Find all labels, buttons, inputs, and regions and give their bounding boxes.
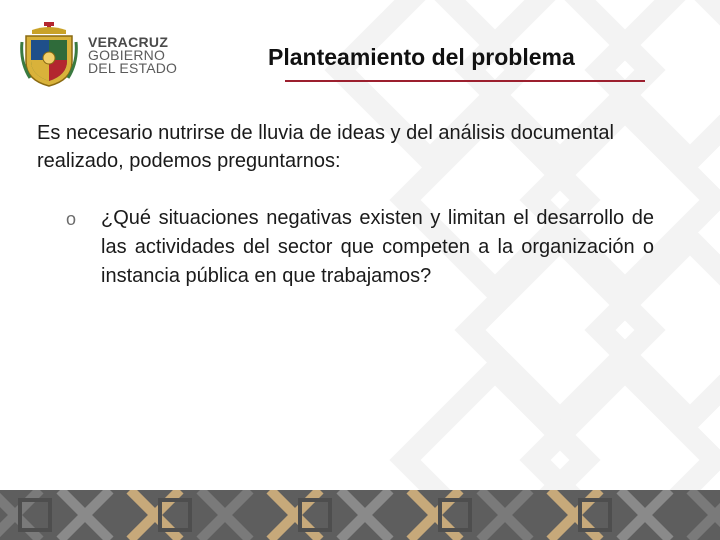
intro-paragraph: Es necesario nutrirse de lluvia de ideas y del análisis documental realizado, podemos preguntarnos: [37, 122, 614, 172]
slide-title: Planteamiento del problema [268, 44, 575, 70]
coat-of-arms-icon [20, 22, 78, 88]
title-underline [285, 80, 645, 82]
bullet-item [66, 204, 654, 291]
logo-line-2: GOBIERNO [88, 47, 166, 63]
bullet-text: ¿Qué situaciones negativas existen y limitan el desarrollo de las actividades del sector que competen a la organización o instancia pública en que trabajamos? [101, 207, 654, 287]
bullet-marker-icon: o [66, 209, 77, 229]
logo-line-3: DEL ESTADO [88, 60, 178, 76]
footer-pattern-band [0, 490, 720, 540]
logo-line-1: VERACRUZ [88, 34, 169, 50]
veracruz-logo [20, 22, 180, 88]
